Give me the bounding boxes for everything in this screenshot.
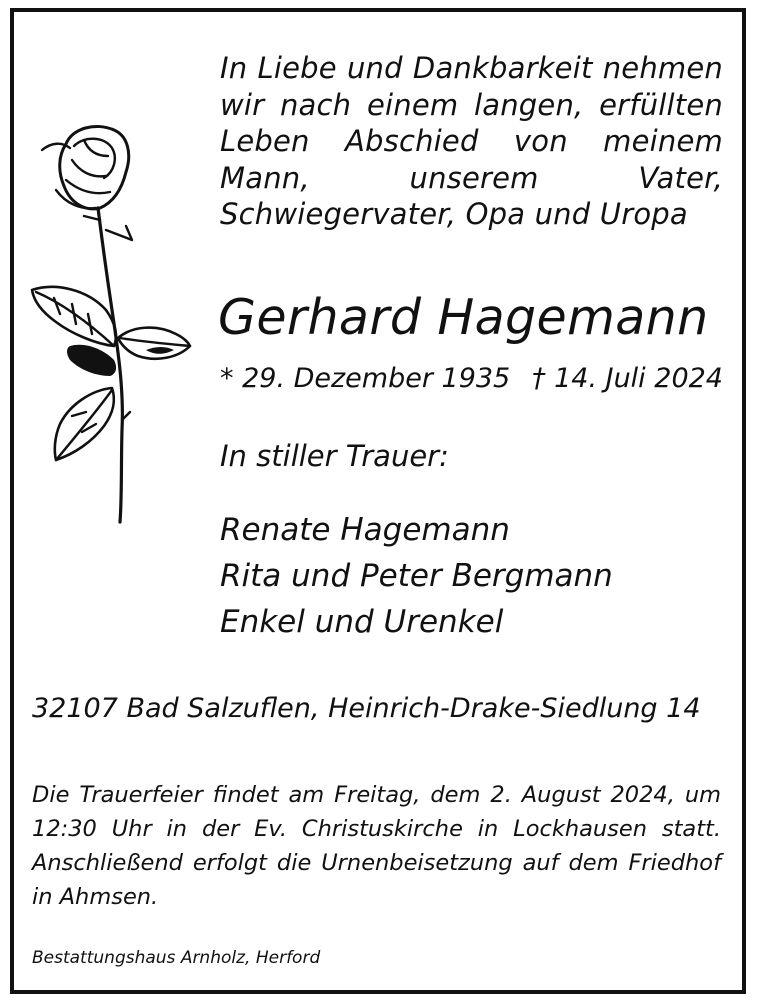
deceased-name: Gerhard Hagemann bbox=[218, 289, 709, 346]
birth-date: * 29. Dezember 1935 bbox=[220, 363, 511, 394]
death-date: † 14. Juli 2024 bbox=[532, 363, 723, 394]
rose-icon bbox=[26, 120, 198, 530]
undertaker-credit: Bestattungshaus Arnholz, Herford bbox=[32, 948, 321, 968]
life-dates bbox=[220, 362, 725, 396]
family-address: 32107 Bad Salzuflen, Heinrich-Drake-Siedlung 14 bbox=[32, 693, 701, 724]
service-details: Die Trauerfeier findet am Freitag, dem 2. August 2024, um 12:30 Uhr in der Ev. Christuskirche in Lockhausen statt. Anschließend erfolgt die Urnenbeisetzung auf dem Friedhof in Ahmsen. bbox=[32, 782, 721, 910]
mourner-name: Rita und Peter Bergmann bbox=[220, 558, 613, 594]
mourners-list bbox=[220, 507, 613, 645]
mourning-label: In stiller Trauer: bbox=[220, 439, 449, 473]
mourner-name: Renate Hagemann bbox=[220, 512, 510, 548]
mourner-name: Enkel und Urenkel bbox=[220, 604, 504, 640]
intro-text: In Liebe und Dankbarkeit nehmen wir nach einem langen, erfüllten Leben Abschied von meinem Mann, unserem Vater, Schwiegervater, Opa und Uropa bbox=[220, 51, 723, 231]
